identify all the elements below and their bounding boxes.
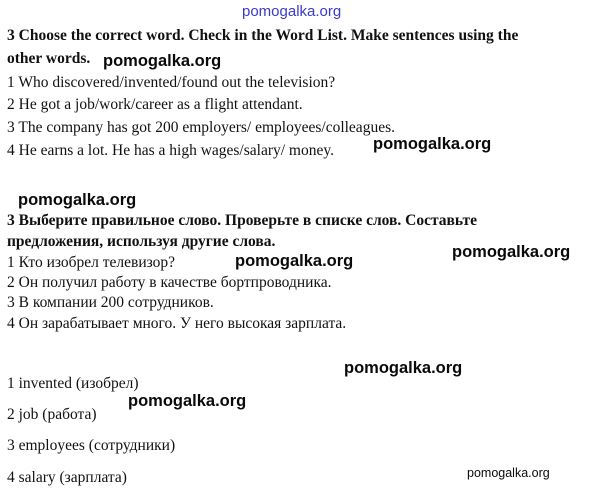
watermark: pomogalka.org <box>128 392 247 410</box>
exercise-item-english: 2 He got a job/work/career as a flight attendant. <box>7 96 303 113</box>
exercise-heading-english-line1: 3 Choose the correct word. Check in the Word List. Make sentences using the <box>7 27 519 44</box>
watermark-small: pomogalka.org <box>467 466 550 480</box>
exercise-item-english: 4 He earns a lot. He has a high wages/salary/ money. <box>7 142 334 159</box>
watermark: pomogalka.org <box>18 191 137 209</box>
exercise-item-russian: 3 В компании 200 сотрудников. <box>7 294 214 311</box>
exercise-heading-english-line2: other words. <box>7 50 91 67</box>
watermark: pomogalka.org <box>373 135 492 153</box>
watermark: pomogalka.org <box>452 243 571 261</box>
watermark: pomogalka.org <box>344 359 463 377</box>
answer-item: 2 job (работа) <box>7 406 97 423</box>
answer-item: 3 employees (сотрудники) <box>7 437 176 454</box>
answer-item: 4 salary (зарплата) <box>7 469 127 486</box>
exercise-item-russian: 1 Кто изобрел телевизор? <box>7 254 176 271</box>
exercise-item-english: 3 The company has got 200 employers/ employees/colleagues. <box>7 119 395 136</box>
watermark-top: pomogalka.org <box>242 3 342 20</box>
exercise-item-russian: 4 Он зарабатывает много. У него высокая зарплата. <box>7 315 347 332</box>
exercise-item-english: 1 Who discovered/invented/found out the television? <box>7 74 336 91</box>
answer-item: 1 invented (изобрел) <box>7 375 139 392</box>
exercise-heading-russian-line2: предложения, используя другие слова. <box>7 233 276 250</box>
exercise-heading-russian-line1: 3 Выберите правильное слово. Проверьте в списке слов. Составьте <box>7 212 478 229</box>
watermark: pomogalka.org <box>103 52 222 70</box>
watermark: pomogalka.org <box>235 252 354 270</box>
exercise-item-russian: 2 Он получил работу в качестве бортпроводника. <box>7 274 332 291</box>
